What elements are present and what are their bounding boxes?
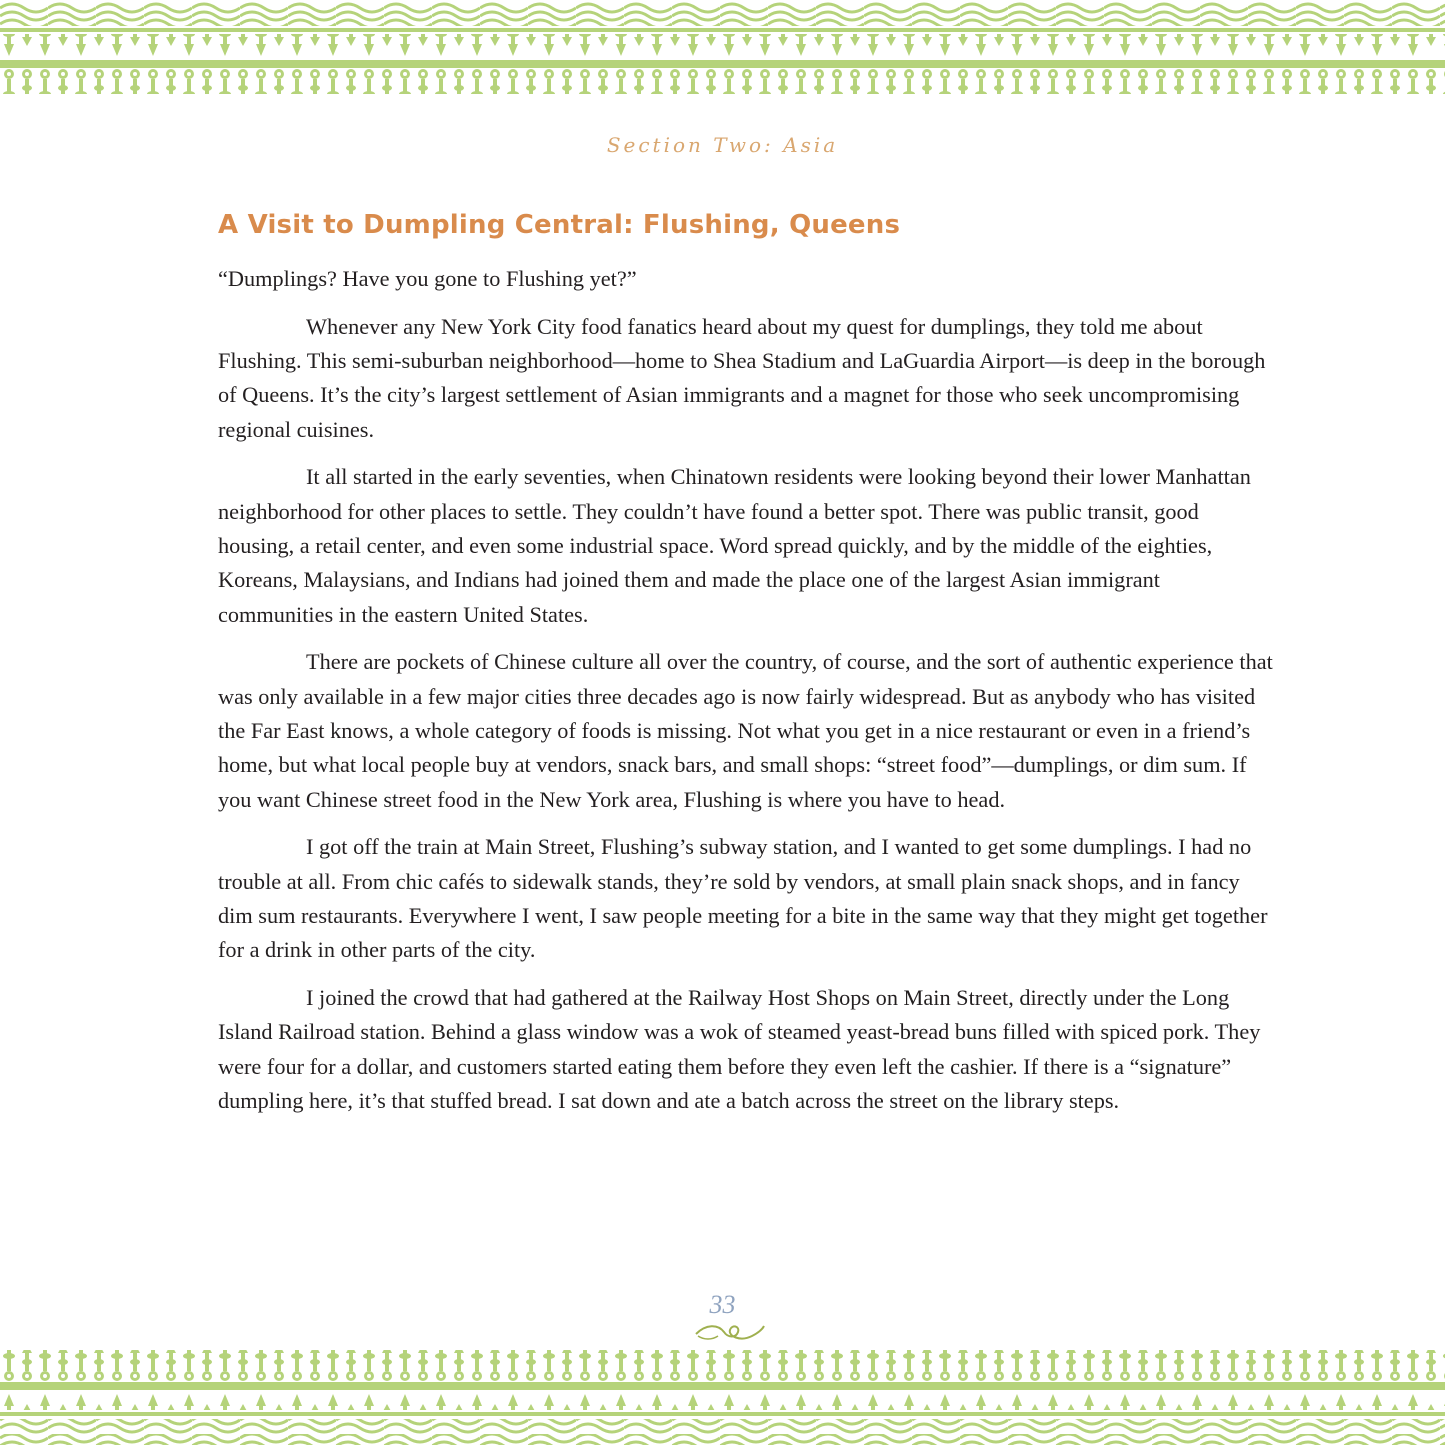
paragraph: Whenever any New York City food fanatics heard about my quest for dumplings, they told me about Flushing. This semi-suburban neighborhood—home to Shea Stadium and LaGuardia Airport—is deep in the borough of Queens. It’s the city’s largest settlement of Asian immigrants and a magnet for those who seek uncompromising regional cuisines. xyxy=(218,313,1266,442)
paragraph: “Dumplings? Have you gone to Flushing yet?” xyxy=(218,266,637,291)
paragraph: It all started in the early seventies, when Chinatown residents were looking beyond their lower Manhattan neighborhood for other places to settle. They couldn’t have found a better spot. There was public transit, good housing, a retail center, and even some industrial space. Word spread quickly, and by the middle of the eighties, Koreans, Malaysians, and Indians had joined them and made the place one of the largest Asian immigrant communities in the eastern United States. xyxy=(218,464,1251,627)
section-heading: A Visit to Dumpling Central: Flushing, Queens xyxy=(218,210,901,240)
running-head: Section Two: Asia xyxy=(606,133,839,157)
body-text xyxy=(218,262,1278,1132)
paragraph: I got off the train at Main Street, Flushing’s subway station, and I wanted to get some dumplings. I had no trouble at all. From chic cafés to sidewalk stands, they’re sold by vendors, at small plain snack shops, and in fancy dim sum restaurants. Everywhere I went, I saw people meeting for a bite in the same way that they might get together for a drink in other parts of the city. xyxy=(218,834,1268,963)
paragraph: There are pockets of Chinese culture all over the country, of course, and the sort of authentic experience that was only available in a few major cities three decades ago is now fairly widespread. But as anybody who has visited the Far East knows, a whole category of foods is missing. Not what you get in a nice restaurant or even in a friend’s home, but what local people buy at vendors, snack bars, and small shops: “street food”—dumplings, or dim sum. If you want Chinese street food in the New York area, Flushing is where you have to head. xyxy=(218,649,1273,812)
bottom-decorative-border-icon xyxy=(0,1330,1445,1445)
paragraph: I joined the crowd that had gathered at the Railway Host Shops on Main Street, directly under the Long Island Railroad station. Behind a glass window was a wok of steamed yeast-bread buns filled with spiced pork. They were four for a dollar, and customers started eating them before they even left the cashier. If there is a “signature” dumpling here, it’s that stuffed bread. I sat down and ate a batch across the street on the library steps. xyxy=(218,985,1261,1114)
top-decorative-border-icon xyxy=(0,0,1445,110)
page-number: 33 xyxy=(709,1290,736,1319)
